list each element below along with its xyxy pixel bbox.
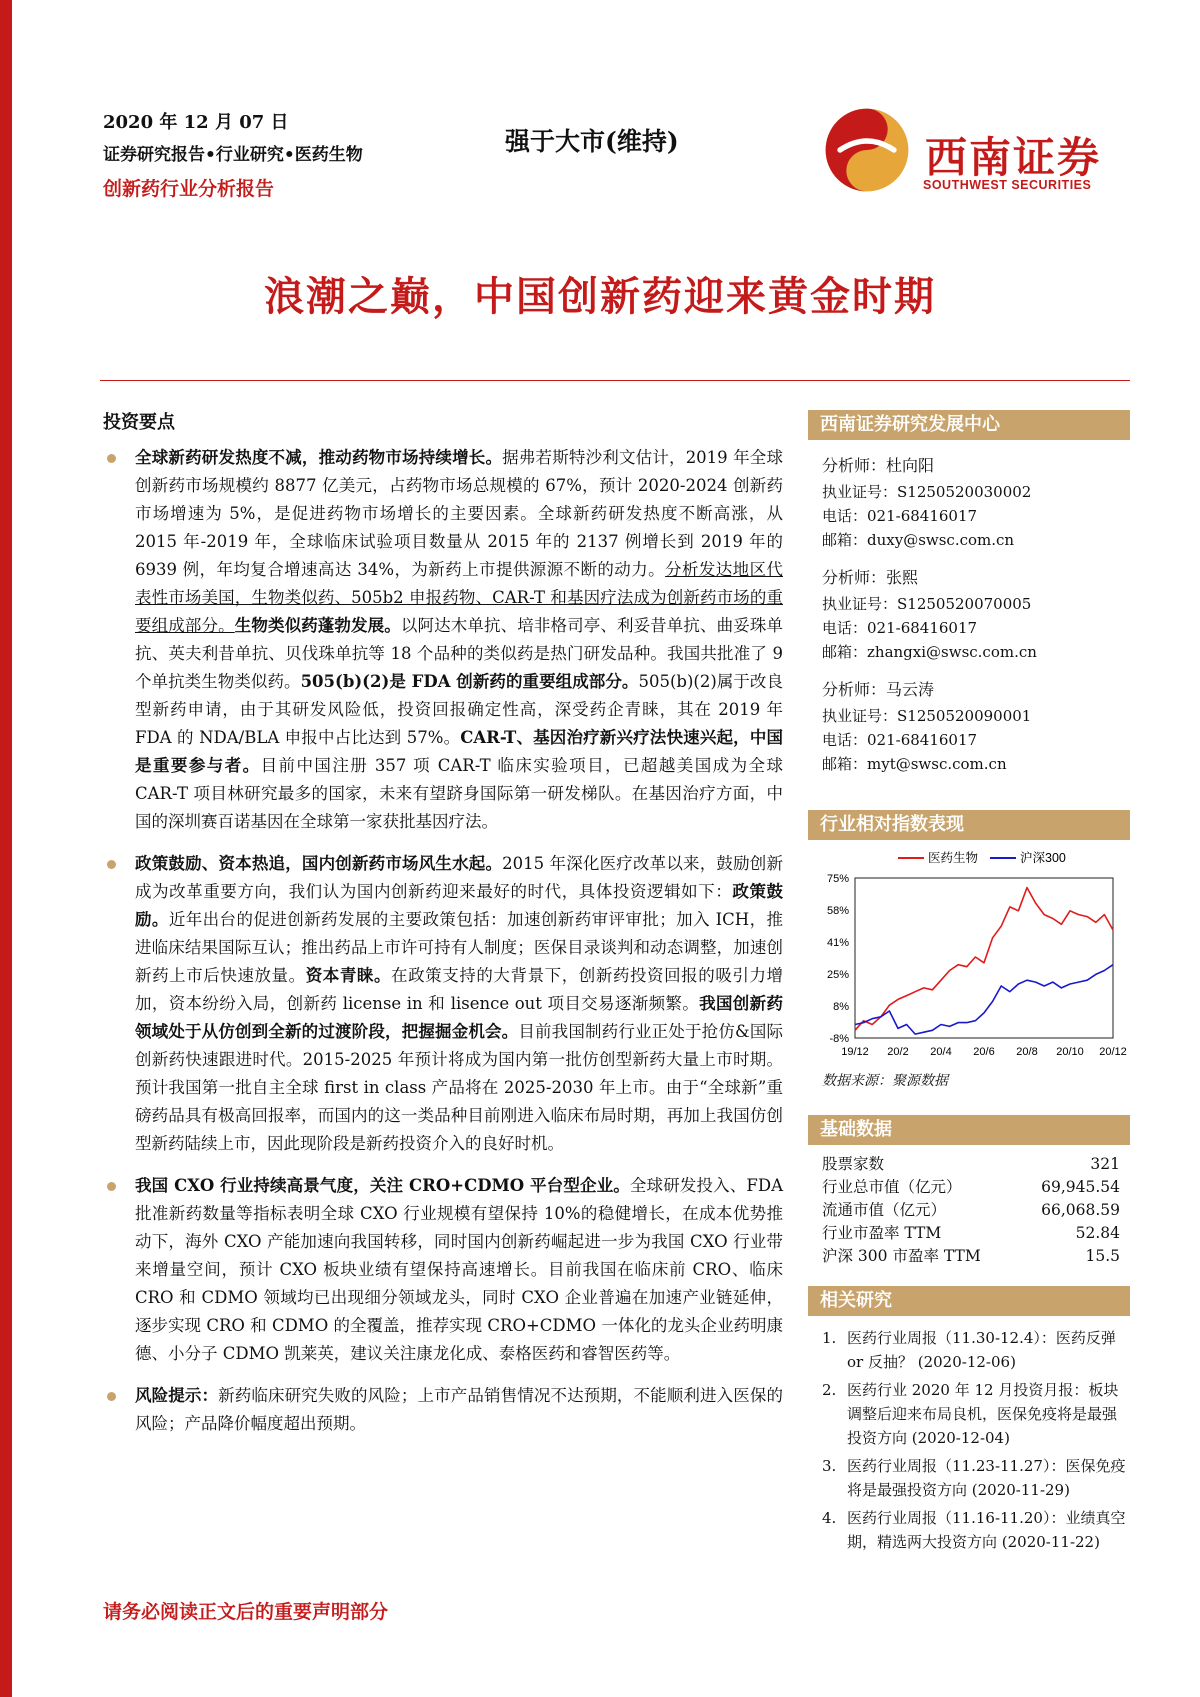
- basic-data-row: 行业总市值（亿元） 69,945.54: [822, 1178, 1120, 1196]
- related-research-item[interactable]: 3. 医药行业周报（11.23-11.27）：医保免疫将是最强投资方向 (2020-11-29): [822, 1457, 1126, 1499]
- y-tick-label: -8%: [829, 1033, 849, 1045]
- left-accent-bar: [0, 0, 12, 1697]
- bullet-dot-icon: [107, 1392, 116, 1401]
- bullet-dot-icon: [107, 1182, 116, 1191]
- analyst-email[interactable]: 邮箱：zhangxi@swsc.com.cn: [822, 643, 1037, 661]
- basic-data-row: 行业市盈率 TTM 52.84: [822, 1224, 1120, 1242]
- x-tick-label: 20/12: [1099, 1046, 1127, 1058]
- x-tick-label: 20/10: [1056, 1046, 1084, 1058]
- title-divider: [100, 380, 1130, 381]
- report-type: 证券研究报告•行业研究•医药生物: [103, 145, 363, 165]
- rating: 强于大市(维持): [505, 127, 679, 156]
- related-research-item[interactable]: 2. 医药行业 2020 年 12 月投资月报：板块调整后迎来布局良机，医保免疫将是最强投资方向 (2020-12-04): [822, 1381, 1119, 1447]
- index-chart: [808, 848, 1130, 1068]
- y-tick-label: 8%: [833, 1001, 849, 1013]
- analyst-email[interactable]: 邮箱：myt@swsc.com.cn: [822, 755, 1007, 773]
- bullet-item: 风险提示：新药临床研究失败的风险；上市产品销售情况不达预期，不能顺利进入医保的风险；产品降价幅度超出预期。: [103, 1382, 783, 1438]
- basic-data-panel: [808, 1115, 1130, 1268]
- company-name-en: SOUTHWEST SECURITIES: [923, 178, 1092, 192]
- report-date: 2020 年 12 月 07 日: [103, 112, 289, 133]
- report-title: 浪潮之巅，中国创新药迎来黄金时期: [264, 273, 936, 320]
- bullet-dot-icon: [107, 454, 116, 463]
- research-center-panel: [808, 410, 1130, 776]
- x-tick-label: 20/4: [930, 1046, 952, 1058]
- index-panel: [808, 810, 1130, 840]
- company-logo-icon: [822, 105, 912, 195]
- series-line-hs300: [855, 965, 1113, 1034]
- data-source: 数据来源：聚源数据: [822, 1073, 948, 1089]
- legend-label-medical: 医药生物: [928, 851, 979, 865]
- x-tick-label: 19/12: [841, 1046, 869, 1058]
- legend-label-hs300: 沪深300: [1020, 851, 1066, 865]
- footer-disclaimer: 请务必阅读正文后的重要声明部分: [103, 1601, 389, 1623]
- y-tick-label: 25%: [826, 969, 849, 981]
- company-name-cn: 西南证券: [925, 133, 1102, 182]
- x-tick-label: 20/6: [973, 1046, 995, 1058]
- analyst-block: 分析师：张熙 执业证号：S1250520070005 电话：021-68416017 邮箱：zhangxi@swsc.com.cn: [808, 566, 1130, 664]
- report-category: 创新药行业分析报告: [103, 178, 275, 200]
- related-research-title: 相关研究: [808, 1286, 1130, 1316]
- related-research-panel: [808, 1286, 1130, 1558]
- x-tick-label: 20/2: [887, 1046, 909, 1058]
- y-tick-label: 41%: [826, 937, 849, 949]
- basic-data-row: 流通市值（亿元） 66,068.59: [822, 1201, 1120, 1219]
- series-line-medical: [855, 888, 1113, 1031]
- basic-data-title: 基础数据: [808, 1115, 1130, 1145]
- section-title: 投资要点: [103, 412, 175, 433]
- investment-points: [103, 444, 783, 1452]
- related-research-item[interactable]: 1. 医药行业周报（11.30-12.4）：医药反弹or 反抽？ (2020-12-06): [822, 1329, 1116, 1371]
- bullet-dot-icon: [107, 860, 116, 869]
- y-tick-label: 75%: [826, 873, 849, 885]
- bullet-item: 政策鼓励、资本热追，国内创新药市场风生水起。2015 年深化医疗改革以来，鼓励创新成为改革重要方向，我们认为国内创新药迎来最好的时代，具体投资逻辑如下：政策鼓励。近年出台的促进创新药发展的主要政策包括：加速创新药审评审批；加入 ICH，推进临床结果国际互认；推出药品上市许可持有人制度；医保目录谈判和动态调整，加速创新药上市后快速放量。资本青睐。在政策支持的大背景下，创新药投资回报的吸引力增加，资本纷纷入局，创新药 license in 和 lisence out 项目交易逐渐频繁。我国创新药领域处于从仿创到全新的过渡阶段，把握掘金机会。目前我国制药行业正处于抢仿&国际创新药快速跟进时代。2015-2025 年预计将成为国内第一批仿创型新药大量上市时期。预计我国第一批自主全球 first in class 产品将在 2025-2030 年上市。由于“全球新”重磅药品具有极高回报率，而国内的这一类品种目前刚进入临床布局时期，再加上我国仿创型新药陆续上市，因此现阶段是新药投资介入的良好时机。: [103, 850, 783, 1158]
- chart-plot-frame: [855, 878, 1113, 1038]
- related-research-item[interactable]: 4. 医药行业周报（11.16-11.20）：业绩真空期，精选两大投资方向 (2020-11-22): [822, 1509, 1126, 1551]
- x-tick-label: 20/8: [1016, 1046, 1038, 1058]
- analyst-block: 分析师：马云涛 执业证号：S1250520090001 电话：021-68416017 邮箱：myt@swsc.com.cn: [808, 678, 1130, 776]
- analyst-block: 分析师：杜向阳 执业证号：S1250520030002 电话：021-68416017 邮箱：duxy@swsc.com.cn: [808, 454, 1130, 552]
- research-center-title: 西南证券研究发展中心: [808, 410, 1130, 440]
- basic-data-row: 沪深 300 市盈率 TTM 15.5: [822, 1247, 1120, 1265]
- chart-legend: [898, 850, 1066, 865]
- index-title: 行业相对指数表现: [808, 810, 1130, 840]
- bullet-item: 我国 CXO 行业持续高景气度，关注 CRO+CDMO 平台型企业。全球研发投入、FDA 批准新药数量等指标表明全球 CXO 行业规模有望保持 10%的稳健增长，在成本优势推动下，海外 CXO 产能加速向我国转移，同时国内创新药崛起进一步为我国 CXO 行业带来增量空间，预计 CXO 板块业绩有望保持高速增长。目前我国在临床前 CRO、临床 CRO 和 CDMO 领域均已出现细分领域龙头，同时 CXO 企业普遍在加速产业链延伸，逐步实现 CRO 和 CDMO 的全覆盖，推荐实现 CRO+CDMO 一体化的龙头企业药明康德、小分子 CDMO 凯莱英，建议关注康龙化成、泰格医药和睿智医药等。: [103, 1172, 783, 1368]
- basic-data-row: 股票家数 321: [822, 1155, 1120, 1173]
- bullet-item: 全球新药研发热度不减，推动药物市场持续增长。据弗若斯特沙利文估计，2019 年全球创新药市场规模约 8877 亿美元，占药物市场总规模的 67%，预计 2020-2024 创新药市场增速为 5%，是促进药物市场增长的主要因素。全球新药研发热度不断高涨，从 2015 年-2019 年，全球临床试验项目数量从 2015 年的 2137 例增长到 2019 年的 6939 例，年均复合增速高达 34%，为新药上市提供源源不断的动力。分析发达地区代表性市场美国，生物类似药、505b2 申报药物、CAR-T 和基因疗法成为创新药市场的重要组成部分。生物类似药蓬勃发展。以阿达木单抗、培非格司亭、利妥昔单抗、曲妥珠单抗、英夫利昔单抗、贝伐珠单抗等 18 个品种的类似药是热门研发品种。我国共批准了 9 个单抗类生物类似药。505(b)(2)是 FDA 创新药的重要组成部分。505(b)(2)属于改良型新药申请，由于其研发风险低，投资回报确定性高，深受药企青睐，其在 2019 年 FDA 的 NDA/BLA 申报中占比达到 57%。CAR-T、基因治疗新兴疗法快速兴起，中国是重要参与者。目前中国注册 357 项 CAR-T 临床实验项目，已超越美国成为全球 CAR-T 项目林研究最多的国家，未来有望跻身国际第一研发梯队。在基因治疗方面，中国的深圳赛百诺基因在全球第一家获批基因疗法。: [103, 444, 783, 836]
- analyst-email[interactable]: 邮箱：duxy@swsc.com.cn: [822, 531, 1015, 549]
- y-tick-label: 58%: [826, 905, 849, 917]
